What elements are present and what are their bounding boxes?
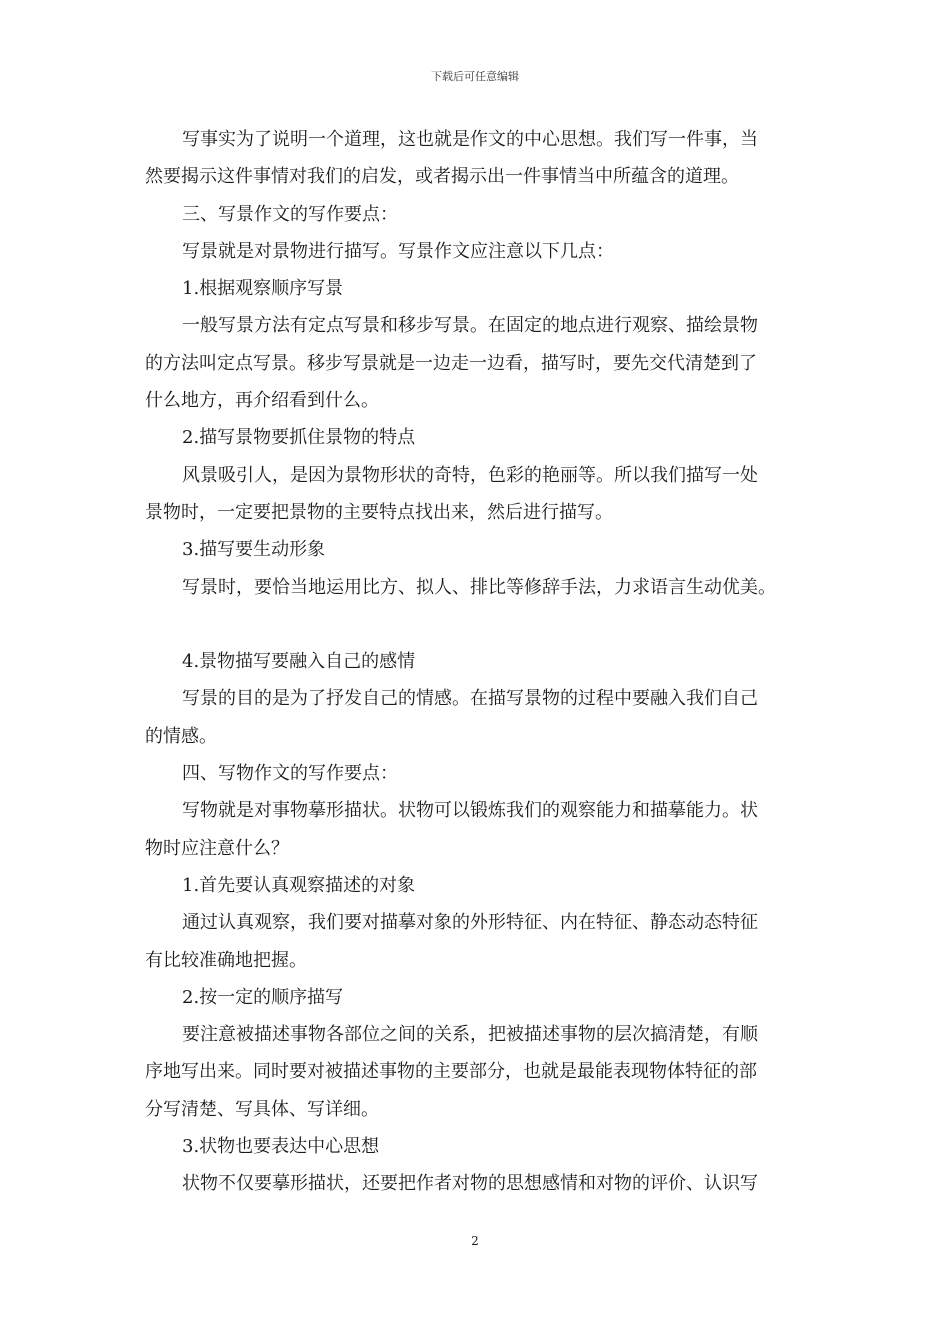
paragraph-line: 通过认真观察，我们要对描摹对象的外形特征、内在特征、静态动态特征 [182, 912, 758, 934]
section-heading: 三、写景作文的写作要点： [182, 203, 398, 225]
paragraph-line: 状物不仅要摹形描状，还要把作者对物的思想感情和对物的评价、认识写 [182, 1173, 758, 1195]
subheading: 1.首先要认真观察描述的对象 [182, 874, 416, 896]
paragraph-line: 的情感。 [145, 725, 217, 747]
subheading: 2.描写景物要抓住景物的特点 [182, 427, 416, 449]
paragraph-line: 一般写景方法有定点写景和移步写景。在固定的地点进行观察、描绘景物 [182, 315, 758, 337]
subheading: 3.描写要生动形象 [182, 539, 326, 561]
paragraph-line: 的方法叫定点写景。移步写景就是一边走一边看，描写时，要先交代清楚到了 [145, 352, 757, 374]
subheading: 2.按一定的顺序描写 [182, 986, 344, 1008]
paragraph-line: 写景的目的是为了抒发自己的情感。在描写景物的过程中要融入我们自己 [182, 688, 758, 710]
subheading: 4.景物描写要融入自己的感情 [182, 651, 416, 673]
paragraph-line: 分写清楚、写具体、写详细。 [145, 1098, 379, 1120]
paragraph-line: 要注意被描述事物各部位之间的关系，把被描述事物的层次搞清楚，有顺 [182, 1024, 758, 1046]
paragraph-line: 风景吸引人，是因为景物形状的奇特，色彩的艳丽等。所以我们描写一处 [182, 464, 758, 486]
paragraph-line: 什么地方，再介绍看到什么。 [145, 390, 379, 412]
page-number: 2 [471, 1234, 479, 1248]
paragraph-line: 物时应注意什么？ [145, 837, 289, 859]
paragraph-line: 有比较准确地把握。 [145, 949, 307, 971]
page-header: 下载后可任意编辑 [431, 70, 519, 83]
section-heading: 四、写物作文的写作要点： [182, 763, 398, 785]
body-text [145, 121, 810, 1203]
paragraph-line: 然要揭示这件事情对我们的启发，或者揭示出一件事情当中所蕴含的道理。 [145, 166, 739, 188]
paragraph-line: 写景就是对景物进行描写。写景作文应注意以下几点： [182, 240, 614, 262]
subheading: 1.根据观察顺序写景 [182, 278, 344, 300]
paragraph-line: 序地写出来。同时要对被描述事物的主要部分，也就是最能表现物体特征的部 [145, 1061, 757, 1083]
blank-line [145, 606, 810, 643]
paragraph-line: 景物时，一定要把景物的主要特点找出来，然后进行描写。 [145, 501, 613, 523]
paragraph-line: 写物就是对事物摹形描状。状物可以锻炼我们的观察能力和描摹能力。状 [182, 800, 758, 822]
subheading: 3.状物也要表达中心思想 [182, 1136, 380, 1158]
paragraph-line: 写事实为了说明一个道理，这也就是作文的中心思想。我们写一件事，当 [182, 129, 758, 150]
paragraph-line: 写景时，要恰当地运用比方、拟人、排比等修辞手法，力求语言生动优美。 [182, 576, 776, 598]
